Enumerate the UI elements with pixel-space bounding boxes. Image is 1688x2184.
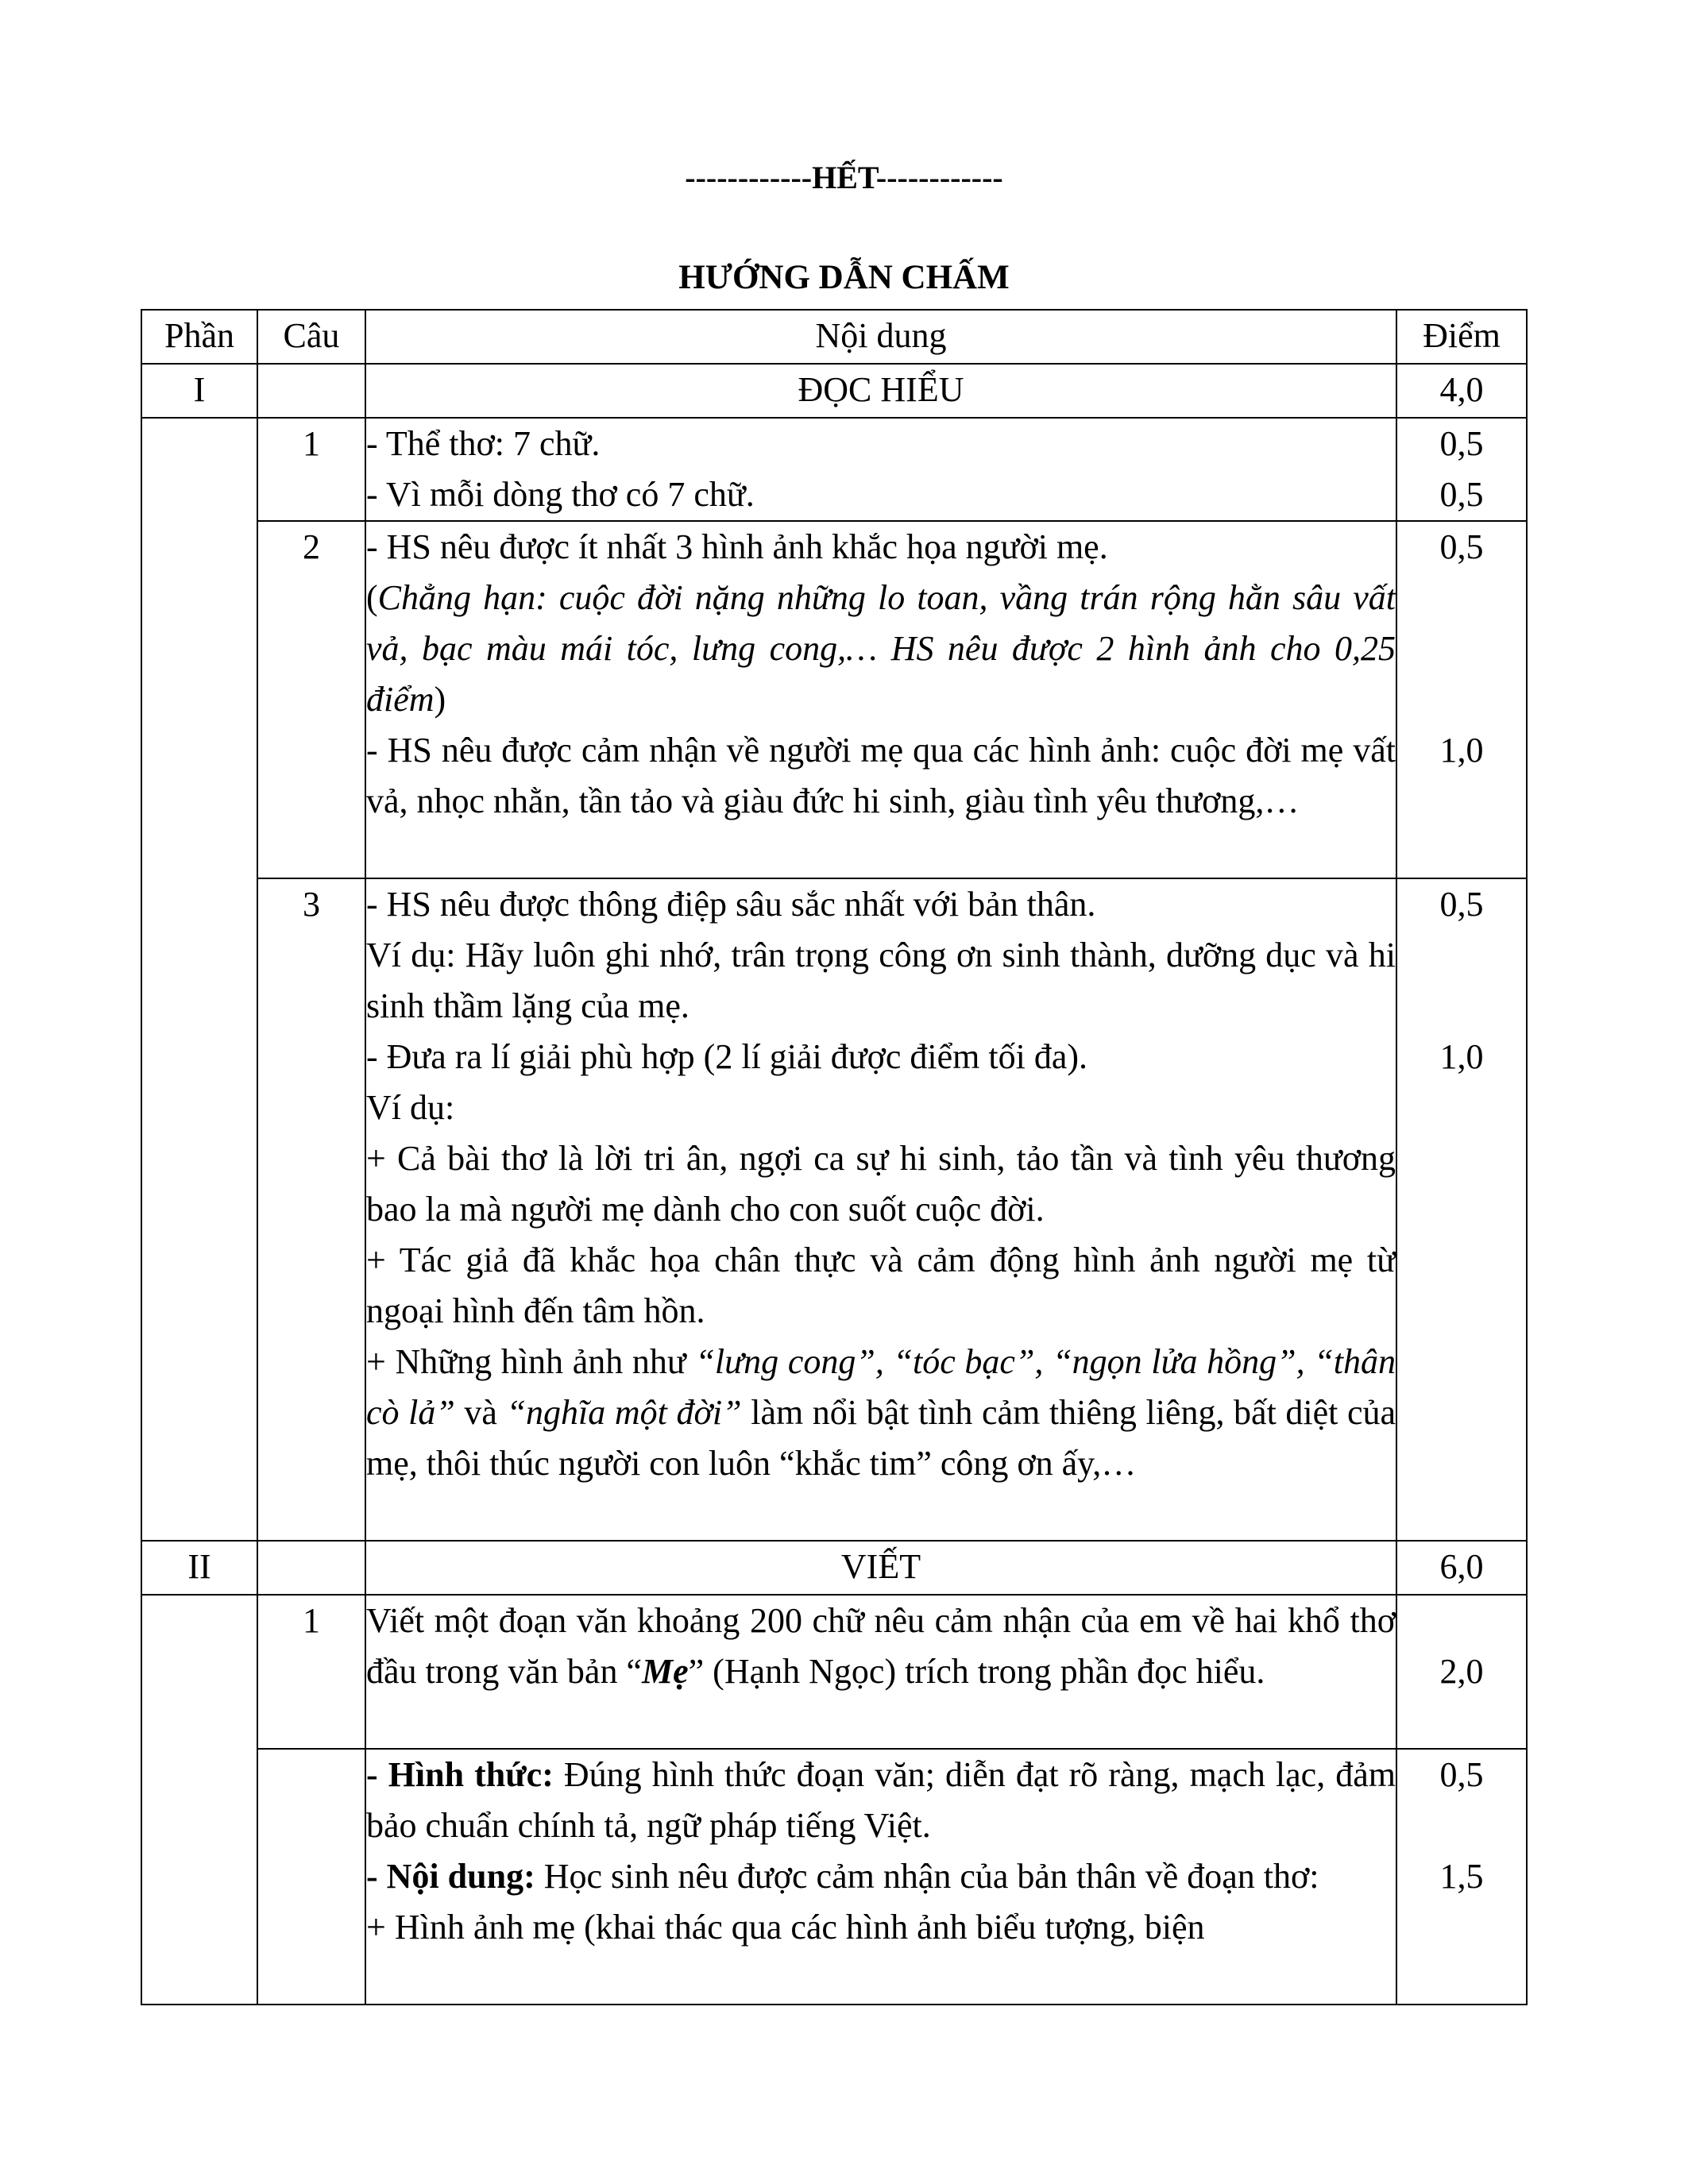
score-cell: 2,0 (1396, 1595, 1527, 1749)
answer-line: - Thể thơ: 7 chữ. (366, 424, 601, 463)
answer-line: - HS nêu được cảm nhận về người mẹ qua các hình ảnh: cuộc đời mẹ vất vả, nhọc nhằn, tần tảo và giàu đức hi sinh, giàu tình yêu thương,… (366, 731, 1396, 820)
end-marker: ------------HẾT------------ (685, 160, 1003, 195)
score-value: 0,5 (1439, 1755, 1484, 1794)
question-number-empty (257, 1749, 365, 2005)
criterion-text: Đúng hình thức đoạn văn; diễn đạt rõ ràng, mạch lạc, đảm bảo chuẩn chính tả, ngữ pháp tiếng Việt. (366, 1755, 1396, 1845)
answer-line: + Cả bài thơ là lời tri ân, ngợi ca sự hi sinh, tảo tần và tình yêu thương bao la mà người mẹ dành cho con suốt cuộc đời. (366, 1139, 1396, 1229)
section-question-empty (257, 1541, 365, 1595)
answer-line: - Đưa ra lí giải phù hợp (2 lí giải được điểm tối đa). (366, 1037, 1088, 1076)
prompt-title: Mẹ (642, 1652, 689, 1691)
text-run: + Những hình ảnh như (366, 1342, 696, 1381)
header-score: Điểm (1396, 310, 1527, 364)
header-content: Nội dung (365, 310, 1396, 364)
answer-content (365, 1749, 1396, 2005)
text-run: làm nổi bật tình cảm thiêng liêng, bất diệt của mẹ, thôi thúc người con luôn “khắc tim” công ơn ấy,… (366, 1393, 1396, 1483)
section-part: I (141, 364, 257, 418)
score-value: 1,0 (1439, 1037, 1484, 1076)
part-cell-empty (141, 1595, 257, 2005)
paren-open: ( (366, 578, 378, 617)
header-part: Phần (141, 310, 257, 364)
paren-close: ) (434, 680, 446, 719)
score-value: 0,5 (1439, 424, 1484, 463)
answer-line: - HS nêu được ít nhất 3 hình ảnh khắc họa người mẹ. (366, 527, 1108, 566)
answer-line: + Tác giả đã khắc họa chân thực và cảm động hình ảnh người mẹ từ ngoại hình đến tâm hồn. (366, 1241, 1396, 1330)
score-value: 0,5 (1439, 475, 1484, 514)
score-cell (1396, 878, 1527, 1541)
section-part: II (141, 1541, 257, 1595)
section-score: 6,0 (1396, 1541, 1527, 1595)
score-cell (1396, 418, 1527, 521)
table-row (141, 878, 1527, 1541)
answer-content (365, 521, 1396, 878)
text-run: và (454, 1393, 507, 1432)
table-row (141, 1595, 1527, 1749)
answer-line (366, 1337, 1396, 1489)
score-spacer (1397, 573, 1526, 725)
answer-line (366, 1750, 1396, 1851)
section-title: VIẾT (365, 1541, 1396, 1595)
answer-example (366, 573, 1396, 725)
score-spacer (1397, 930, 1526, 1032)
page-title: HƯỚNG DẪN CHẤM (678, 259, 1010, 296)
section-score: 4,0 (1396, 364, 1527, 418)
question-number: 1 (257, 1595, 365, 1749)
question-number: 1 (257, 418, 365, 521)
answer-line: Ví dụ: Hãy luôn ghi nhớ, trân trọng công ơn sinh thành, dưỡng dục và hi sinh thầm lặng của mẹ. (366, 936, 1396, 1025)
table-row (141, 1749, 1527, 2005)
answer-line: + Hình ảnh mẹ (khai thác qua các hình ảnh biểu tượng, biện (366, 1908, 1205, 1947)
section-title: ĐỌC HIỂU (365, 364, 1396, 418)
criterion-label: - Nội dung: (366, 1857, 535, 1896)
section-row-writing (141, 1541, 1527, 1595)
score-value: 1,5 (1439, 1857, 1484, 1896)
answer-line: - Vì mỗi dòng thơ có 7 chữ. (366, 475, 755, 514)
quoted-phrase: “nghĩa một đời” (506, 1393, 742, 1432)
writing-prompt (365, 1595, 1396, 1749)
table-row (141, 521, 1527, 878)
criterion-text: Học sinh nêu được cảm nhận của bản thân về đoạn thơ: (535, 1857, 1319, 1896)
header-question: Câu (257, 310, 365, 364)
quoted-images: “lưng cong”, “tóc bạc”, “ngọn lửa hồng”, “thân cò lả” (366, 1342, 1396, 1432)
score-cell (1396, 1749, 1527, 2005)
table-header-row (141, 310, 1527, 364)
answer-content (365, 418, 1396, 521)
grading-table (141, 309, 1528, 2005)
answer-content (365, 878, 1396, 1541)
answer-line: - HS nêu được thông điệp sâu sắc nhất với bản thân. (366, 885, 1096, 924)
answer-line: Ví dụ: (366, 1088, 455, 1127)
question-number: 3 (257, 878, 365, 1541)
section-question-empty (257, 364, 365, 418)
prompt-text: Viết một đoạn văn khoảng 200 chữ nêu cảm nhận của em về hai khổ thơ đầu trong văn bản “ (366, 1601, 1396, 1691)
score-spacer (1397, 1800, 1526, 1851)
score-cell (1396, 521, 1527, 878)
answer-line (366, 1851, 1396, 1902)
score-value: 0,5 (1439, 527, 1484, 566)
prompt-text: ” (Hạnh Ngọc) trích trong phần đọc hiểu. (688, 1652, 1265, 1691)
question-number: 2 (257, 521, 365, 878)
score-value: 0,5 (1439, 885, 1484, 924)
section-row-reading (141, 364, 1527, 418)
score-value: 1,0 (1439, 731, 1484, 770)
example-text: Chẳng hạn: cuộc đời nặng những lo toan, vầng trán rộng hằn sâu vất vả, bạc màu mái tóc, lưng cong,… HS nêu được 2 hình ảnh cho 0,25 điểm (366, 578, 1396, 719)
part-cell-empty (141, 418, 257, 1541)
criterion-label: - Hình thức: (366, 1755, 554, 1794)
table-row (141, 418, 1527, 521)
